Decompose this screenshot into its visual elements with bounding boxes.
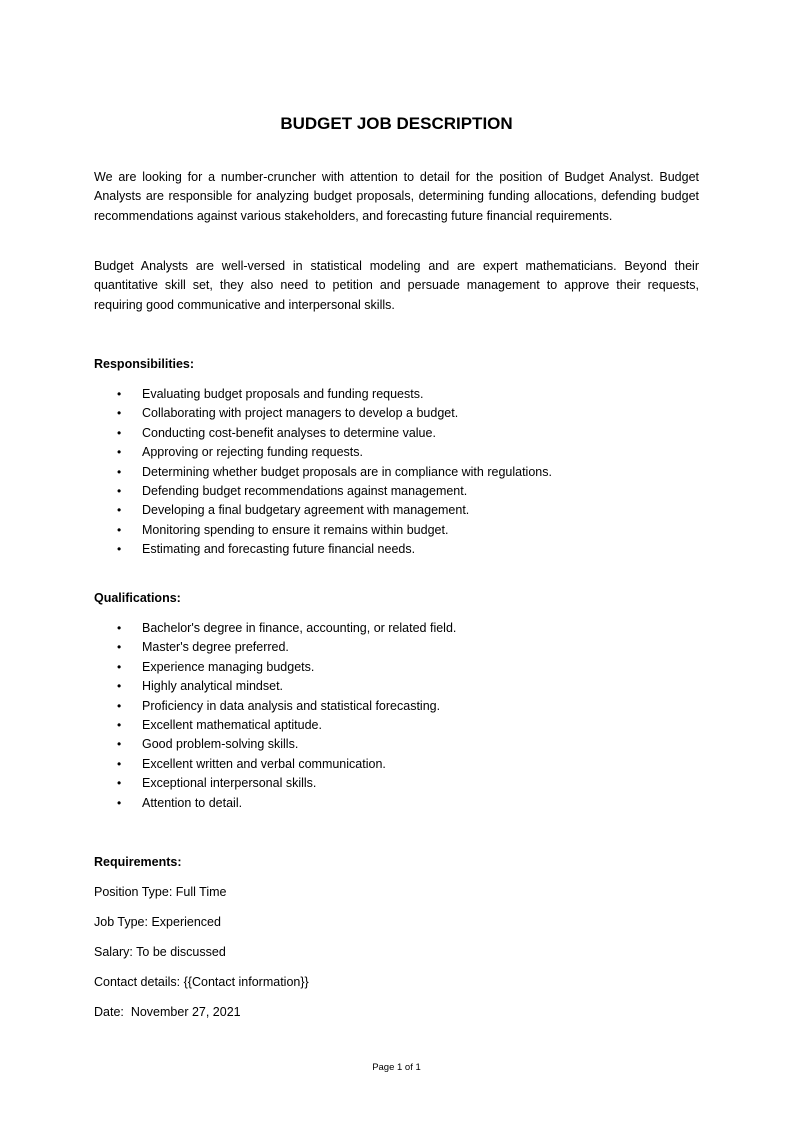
list-item (94, 794, 699, 813)
list-item-text: Conducting cost-benefit analyses to determine value. (142, 425, 436, 440)
responsibilities-list (94, 385, 699, 560)
bullet-icon: • (117, 776, 122, 791)
list-item (94, 619, 699, 638)
bullet-icon: • (117, 406, 122, 421)
list-item-text: Estimating and forecasting future financial needs. (142, 542, 416, 557)
list-item-text: Monitoring spending to ensure it remains within budget. (142, 522, 449, 537)
bullet-icon: • (117, 445, 122, 460)
list-item-text: Bachelor's degree in finance, accounting, or related field. (142, 621, 457, 635)
list-item-text: Approving or rejecting funding requests. (142, 445, 363, 460)
job-type-line: Job Type: Experienced (94, 915, 221, 929)
requirements-heading: Requirements: (94, 855, 182, 869)
position-type-line: Position Type: Full Time (94, 885, 227, 899)
list-item (94, 716, 699, 735)
bullet-icon: • (117, 522, 122, 537)
list-item (94, 385, 699, 404)
list-item (94, 443, 699, 462)
list-item (94, 424, 699, 443)
document-page (94, 0, 699, 1122)
bullet-icon: • (117, 425, 122, 440)
list-item (94, 638, 699, 657)
list-item (94, 501, 699, 520)
bullet-icon: • (117, 717, 122, 732)
bullet-icon: • (117, 795, 122, 810)
list-item (94, 463, 699, 482)
list-item-text: Good problem-solving skills. (142, 737, 299, 752)
list-item-text: Attention to detail. (142, 795, 243, 810)
list-item-text: Collaborating with project managers to develop a budget. (142, 406, 459, 421)
list-item (94, 540, 699, 559)
contact-details-line: Contact details: {{Contact information}} (94, 975, 309, 989)
list-item-text: Highly analytical mindset. (142, 679, 284, 694)
list-item-text: Master's degree preferred. (142, 640, 289, 655)
list-item (94, 521, 699, 540)
bullet-icon: • (117, 756, 122, 771)
bullet-icon: • (117, 737, 122, 752)
bullet-icon: • (117, 679, 122, 694)
list-item-text: Experience managing budgets. (142, 659, 315, 674)
bullet-icon: • (117, 640, 122, 655)
list-item (94, 755, 699, 774)
list-item (94, 482, 699, 501)
list-item-text: Excellent mathematical aptitude. (142, 717, 322, 732)
bullet-icon: • (117, 483, 122, 498)
list-item (94, 677, 699, 696)
intro-paragraph-2: Budget Analysts are well-versed in statistical modeling and are expert mathematicians. Beyond their quantitative skill set, they also need to petition and persuade management to approve their requests, requiring good communicative and interpersonal skills. (94, 259, 699, 312)
list-item (94, 697, 699, 716)
list-item-text: Determining whether budget proposals are in compliance with regulations. (142, 464, 552, 479)
list-item (94, 658, 699, 677)
page-number-footer: Page 1 of 1 (372, 1062, 421, 1073)
bullet-icon: • (117, 542, 122, 557)
bullet-icon: • (117, 659, 122, 674)
list-item (94, 404, 699, 423)
bullet-icon: • (117, 698, 122, 713)
list-item-text: Developing a final budgetary agreement with management. (142, 503, 470, 518)
list-item-text: Exceptional interpersonal skills. (142, 776, 317, 791)
responsibilities-heading: Responsibilities: (94, 357, 195, 371)
qualifications-list (94, 619, 699, 813)
intro-paragraph-1: We are looking for a number-cruncher with attention to detail for the position of Budget Analyst. Budget Analysts are responsible for analyzing budget proposals, determining funding allocations, defending budget recommendations against various stakeholders, and forecasting future financial requirements. (94, 170, 699, 223)
document-title: BUDGET JOB DESCRIPTION (280, 114, 513, 133)
list-item (94, 735, 699, 754)
bullet-icon: • (117, 387, 122, 401)
bullet-icon: • (117, 464, 122, 479)
bullet-icon: • (117, 503, 122, 518)
list-item-text: Defending budget recommendations against management. (142, 483, 468, 498)
list-item (94, 774, 699, 793)
list-item-text: Proficiency in data analysis and statistical forecasting. (142, 698, 441, 713)
bullet-icon: • (117, 621, 122, 635)
salary-line: Salary: To be discussed (94, 945, 226, 959)
date-line: Date: November 27, 2021 (94, 1005, 241, 1019)
list-item-text: Evaluating budget proposals and funding requests. (142, 387, 424, 401)
list-item-text: Excellent written and verbal communication. (142, 756, 386, 771)
qualifications-heading: Qualifications: (94, 591, 181, 605)
